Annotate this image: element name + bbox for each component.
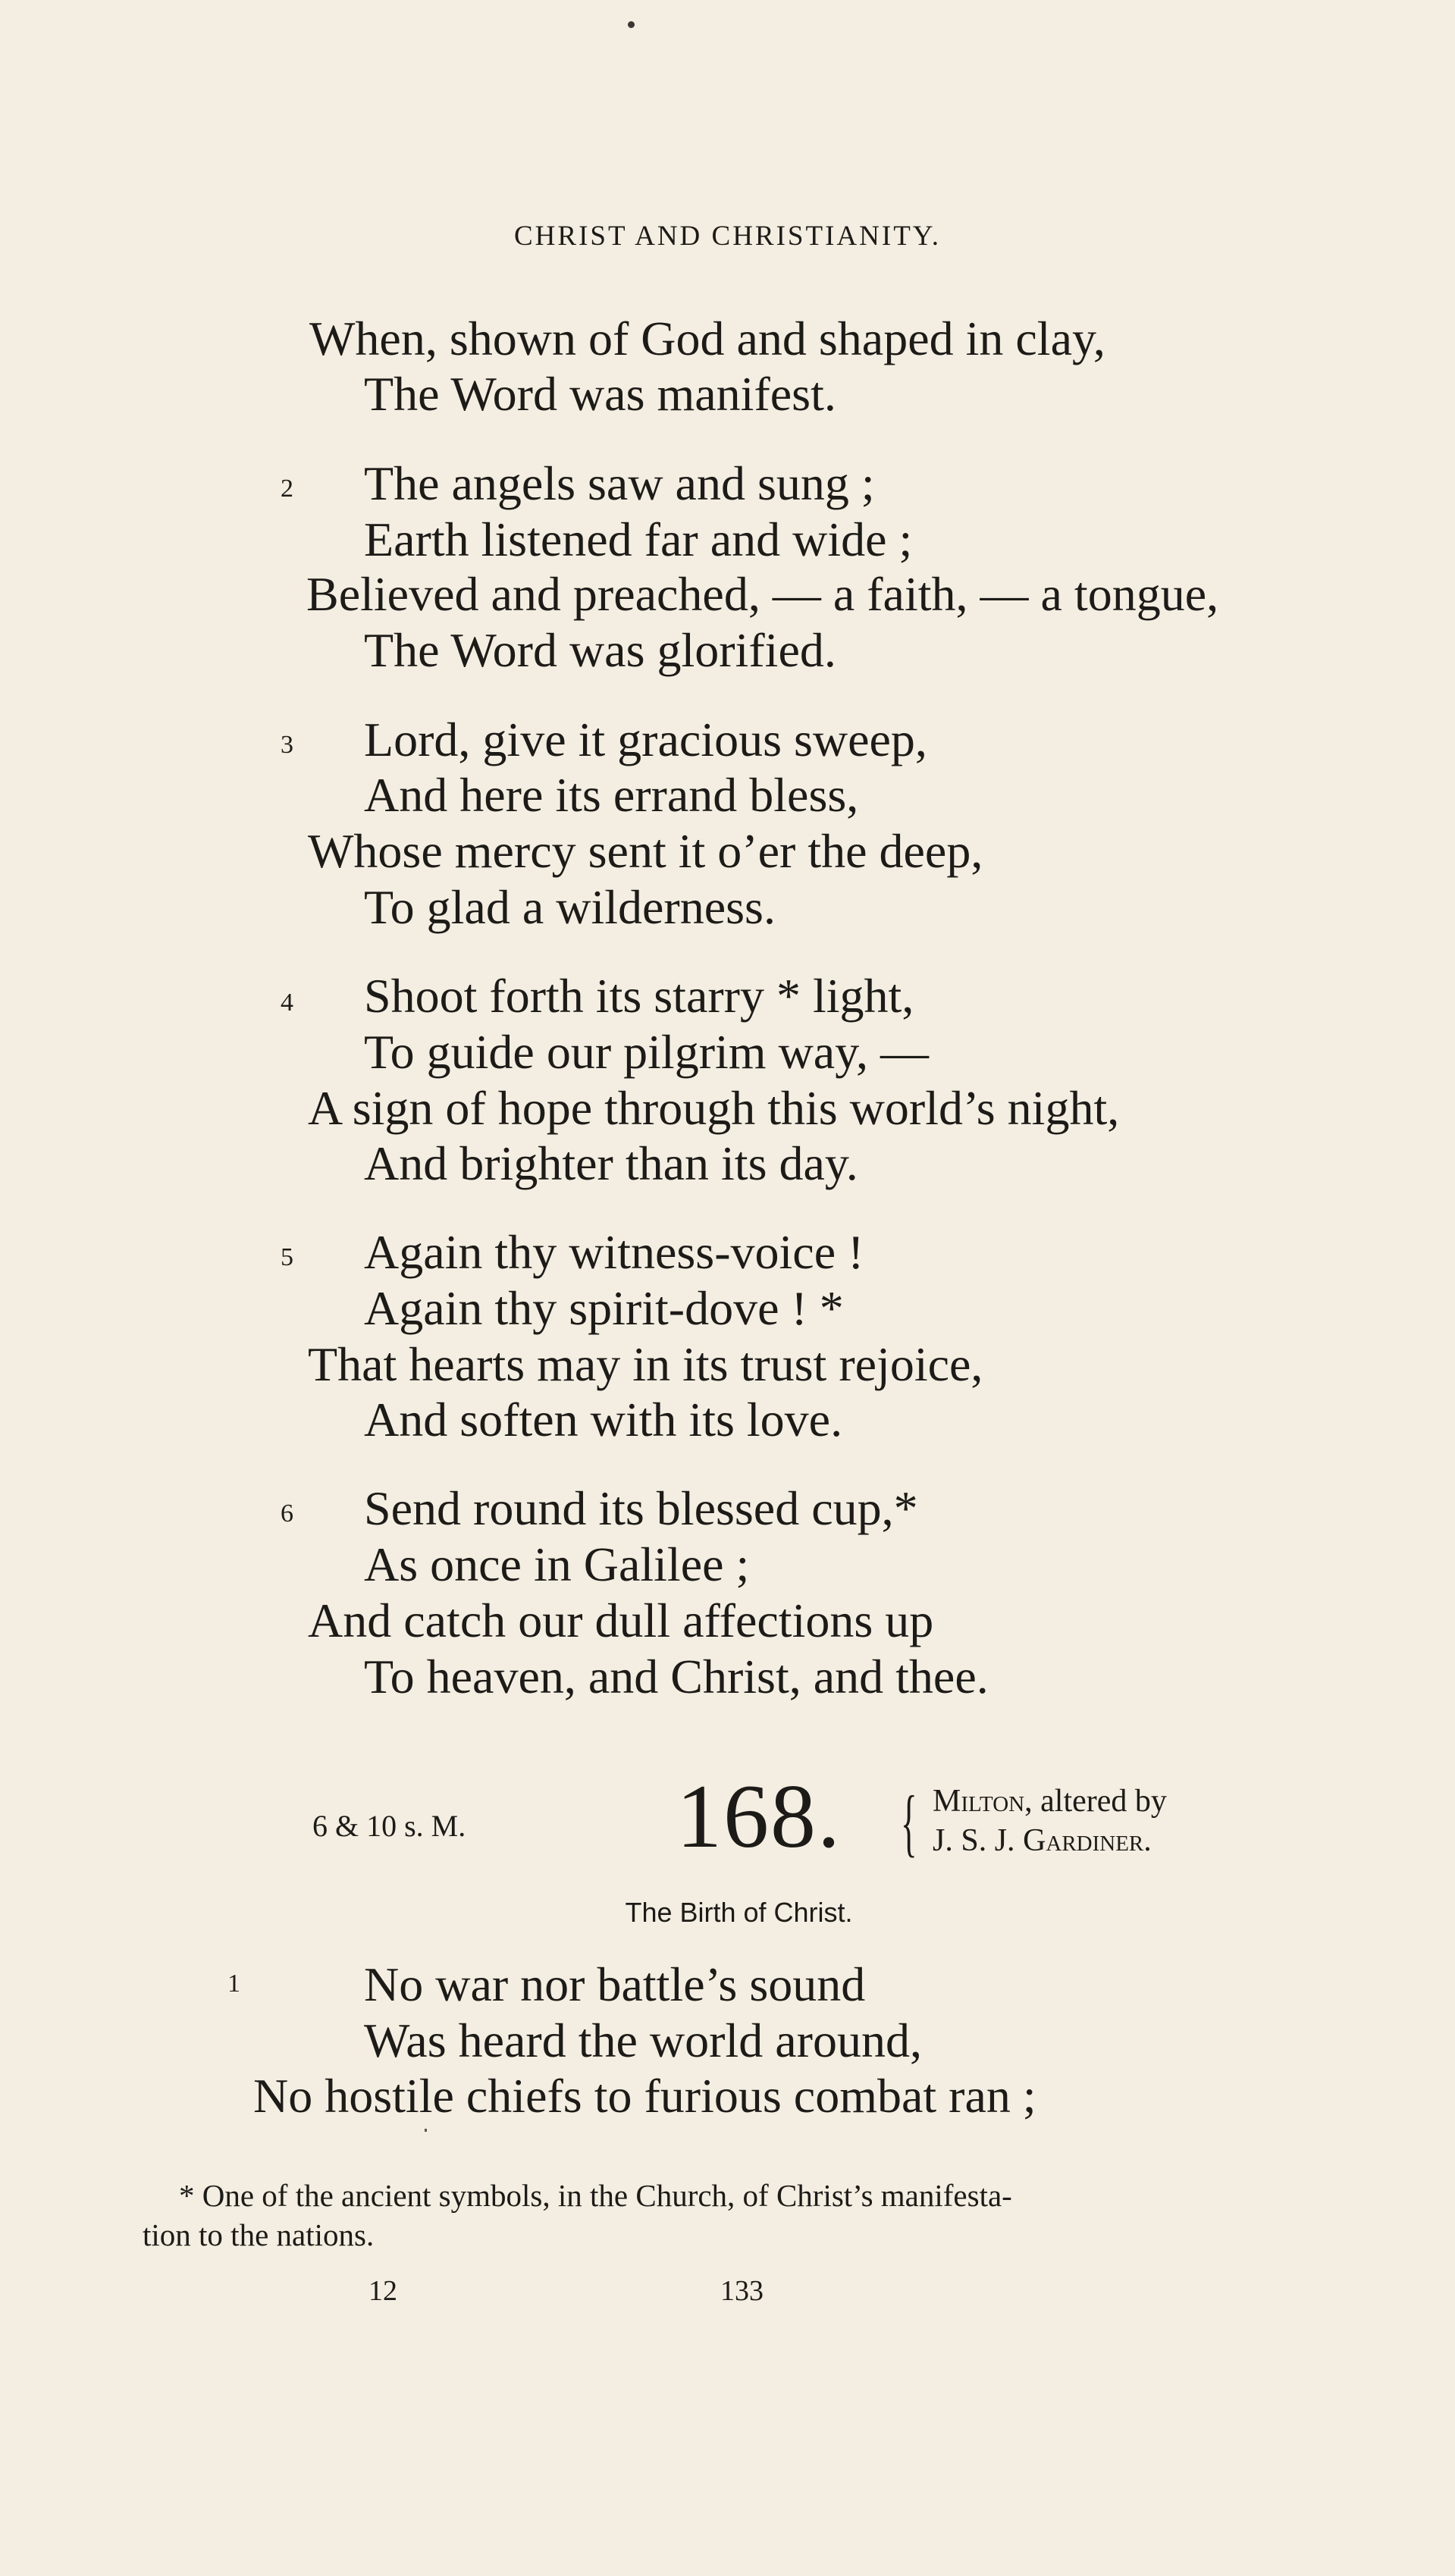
stanza-number: 2 [281,475,293,503]
author-initials: J. S. J. [933,1823,1024,1858]
verse-line: Again thy spirit-dove ! * [364,1281,844,1335]
verse-line: Was heard the world around, [364,2013,922,2067]
verse-line: And brighter than its day. [364,1136,858,1190]
verse-line: Believed and preached, — a faith, — a tongue, [306,567,1219,621]
verse-line: The angels saw and sung ; [364,456,875,510]
verse-line: Again thy witness-voice ! [364,1225,864,1279]
verse-line: Whose mercy sent it o’er the deep, [308,824,983,878]
stanza-number: 5 [281,1243,293,1271]
signature-mark: 12 [368,2275,397,2307]
verse-line: The Word was glorified. [364,623,836,677]
printer-dot [628,21,635,28]
author-line [933,1825,1152,1857]
page-number: 133 [720,2275,764,2307]
author-line [933,1785,1167,1817]
verse-line: When, shown of God and shaped in clay, [309,312,1105,365]
verse-line: To glad a wilderness. [364,880,776,934]
stanza-number: 6 [281,1500,293,1528]
verse-line: And soften with its love. [364,1393,843,1446]
author-name: Gardiner [1023,1823,1144,1858]
footnote-line: tion to the nations. [143,2217,375,2252]
author-brace: { [901,1780,917,1864]
author-name: Milton [933,1784,1025,1819]
footnote-line: * One of the ancient symbols, in the Church, of Christ’s manifesta- [179,2178,1012,2213]
verse-line: No war nor battle’s sound [364,1957,866,2011]
verse-line: Earth listened far and wide ; [364,512,913,566]
hymn-number: 168. [676,1766,842,1866]
hymn-meter: 6 & 10 s. M. [312,1809,466,1843]
author-note: , altered by [1024,1784,1167,1819]
stanza-number: 1 [227,1970,240,1998]
hymn-subtitle: The Birth of Christ. [625,1897,853,1928]
verse-line: Shoot forth its starry * light, [364,969,914,1023]
author-period: . [1143,1823,1152,1858]
stanza-number: 3 [281,731,293,759]
verse-line: To heaven, and Christ, and thee. [364,1650,989,1703]
stray-mark [425,2129,427,2132]
verse-line: The Word was manifest. [364,367,836,421]
verse-line: To guide our pilgrim way, — [364,1025,930,1079]
verse-line: Send round its blessed cup,* [364,1481,918,1535]
verse-line: A sign of hope through this world’s night, [308,1081,1120,1135]
verse-line: Lord, give it gracious sweep, [364,713,927,766]
verse-line: And catch our dull affections up [308,1594,934,1647]
verse-line: That hearts may in its trust rejoice, [308,1337,983,1391]
verse-line: And here its errand bless, [364,768,859,822]
stanza-number: 4 [281,989,293,1017]
running-head: CHRIST AND CHRISTIANITY. [514,221,941,252]
verse-line: No hostile chiefs to furious combat ran ; [253,2069,1036,2123]
verse-line: As once in Galilee ; [364,1537,750,1591]
